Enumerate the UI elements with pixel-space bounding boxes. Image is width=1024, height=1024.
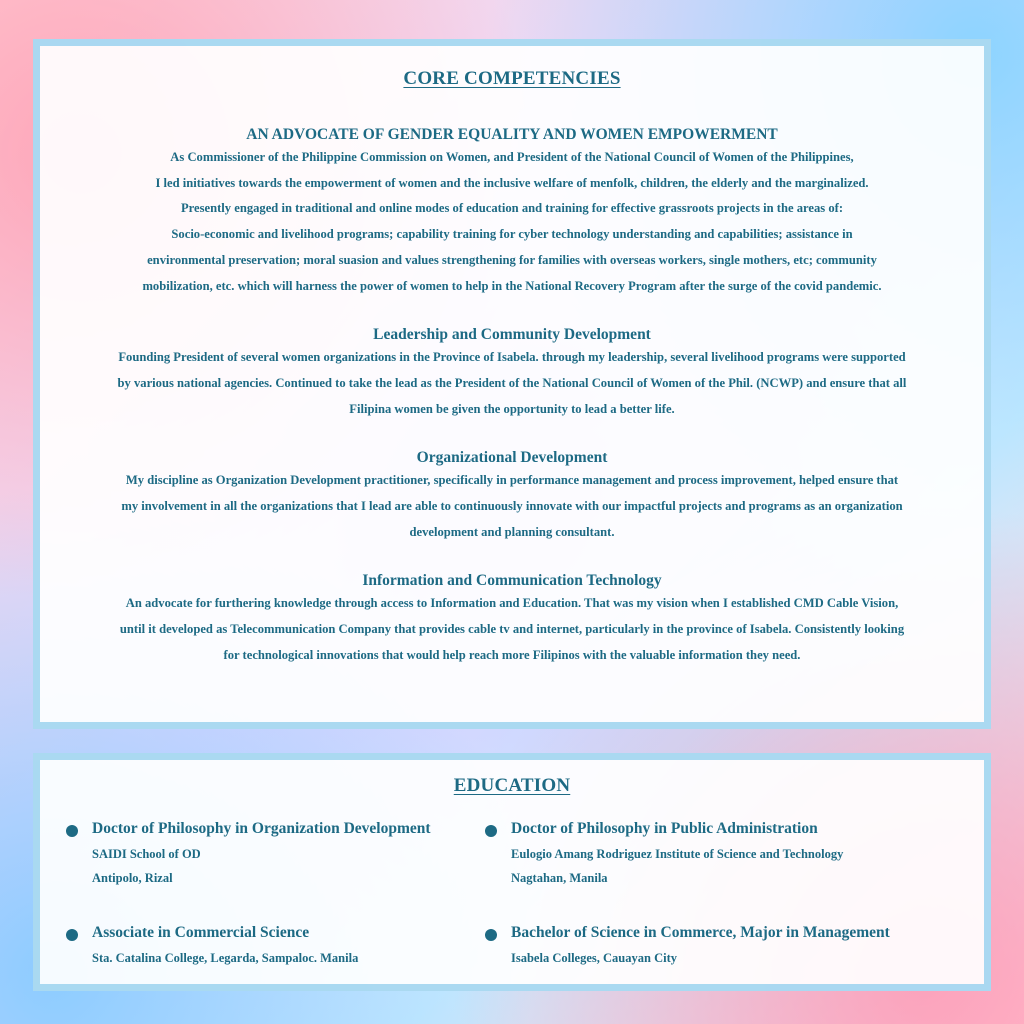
section-line: for technological innovations that would help reach more Filipinos with the valuable information they need. <box>223 647 801 662</box>
section-line: by various national agencies. Continued to take the lead as the President of the National Council of Women of the Phil. (NCWP) and ensure that all <box>117 375 907 390</box>
section-ict <box>40 572 984 668</box>
section-body <box>60 145 964 299</box>
degree-title: Bachelor of Science in Commerce, Major in Management <box>511 924 890 941</box>
bullet-icon <box>485 825 497 837</box>
section-line: mobilization, etc. which will harness the power of women to help in the National Recovery Program after the surge of the covid pandemic. <box>142 278 882 293</box>
section-line: my involvement in all the organizations that I lead are able to continuously innovate with our impactful projects and programs as an organization <box>121 499 903 514</box>
bullet-icon <box>66 929 78 941</box>
section-heading: Leadership and Community Development <box>373 326 651 344</box>
education-panel <box>33 753 991 991</box>
section-line: environmental preservation; moral suasion and values strengthening for families with overseas workers, single mothers, etc; community <box>147 252 877 267</box>
section-body <box>60 591 964 668</box>
bullet-icon <box>66 825 78 837</box>
section-leadership <box>40 326 984 422</box>
section-line: Socio-economic and livelihood programs; capability training for cyber technology understanding and capabilities; assistance in <box>171 227 853 242</box>
section-line: development and planning consultant. <box>409 524 615 539</box>
school-name: Eulogio Amang Rodriguez Institute of Science and Technology <box>511 847 844 861</box>
section-gender-equality <box>40 126 984 299</box>
school-name: Sta. Catalina College, Legarda, Sampaloc. Manila <box>92 951 359 965</box>
core-competencies-panel <box>33 39 991 729</box>
school-name: SAIDI School of OD <box>92 847 201 861</box>
section-organizational-development <box>40 449 984 545</box>
section-line: An advocate for furthering knowledge through access to Information and Education. That was my vision when I established CMD Cable Vision, <box>125 596 899 611</box>
school-name: Isabela Colleges, Cauayan City <box>511 951 677 965</box>
school-location: Antipolo, Rizal <box>92 871 173 885</box>
education-item <box>66 820 431 886</box>
education-item <box>485 820 843 886</box>
section-line: I led initiatives towards the empowerment of women and the inclusive welfare of menfolk, children, the elderly and the marginalized. <box>155 175 869 190</box>
section-heading: Information and Communication Technology <box>362 572 662 590</box>
section-heading: Organizational Development <box>416 449 608 467</box>
education-item <box>66 924 358 966</box>
section-body <box>60 468 964 545</box>
section-line: My discipline as Organization Development practitioner, specifically in performance management and process improvement, helped ensure that <box>125 473 899 488</box>
core-competencies-title: CORE COMPETENCIES <box>403 68 621 89</box>
degree-title: Doctor of Philosophy in Organization Development <box>92 820 431 837</box>
education-title: EDUCATION <box>453 775 571 796</box>
bullet-icon <box>485 929 497 941</box>
section-body <box>60 345 964 422</box>
section-line: Presently engaged in traditional and online modes of education and training for effective grassroots projects in the areas of: <box>180 201 844 216</box>
education-item <box>485 924 890 966</box>
school-location: Nagtahan, Manila <box>511 871 608 885</box>
degree-title: Associate in Commercial Science <box>92 924 310 941</box>
section-line: Founding President of several women organizations in the Province of Isabela. through my leadership, several livelihood programs were supported <box>118 350 906 365</box>
section-line: Filipina women be given the opportunity to lead a better life. <box>349 401 675 416</box>
section-line: As Commissioner of the Philippine Commission on Women, and President of the National Council of Women of the Philippines, <box>170 150 854 164</box>
section-heading: AN ADVOCATE OF GENDER EQUALITY AND WOMEN EMPOWERMENT <box>246 126 778 143</box>
degree-title: Doctor of Philosophy in Public Administration <box>511 820 818 837</box>
section-line: until it developed as Telecommunication Company that provides cable tv and internet, particularly in the province of Isabela. Consistently looking <box>119 622 905 637</box>
